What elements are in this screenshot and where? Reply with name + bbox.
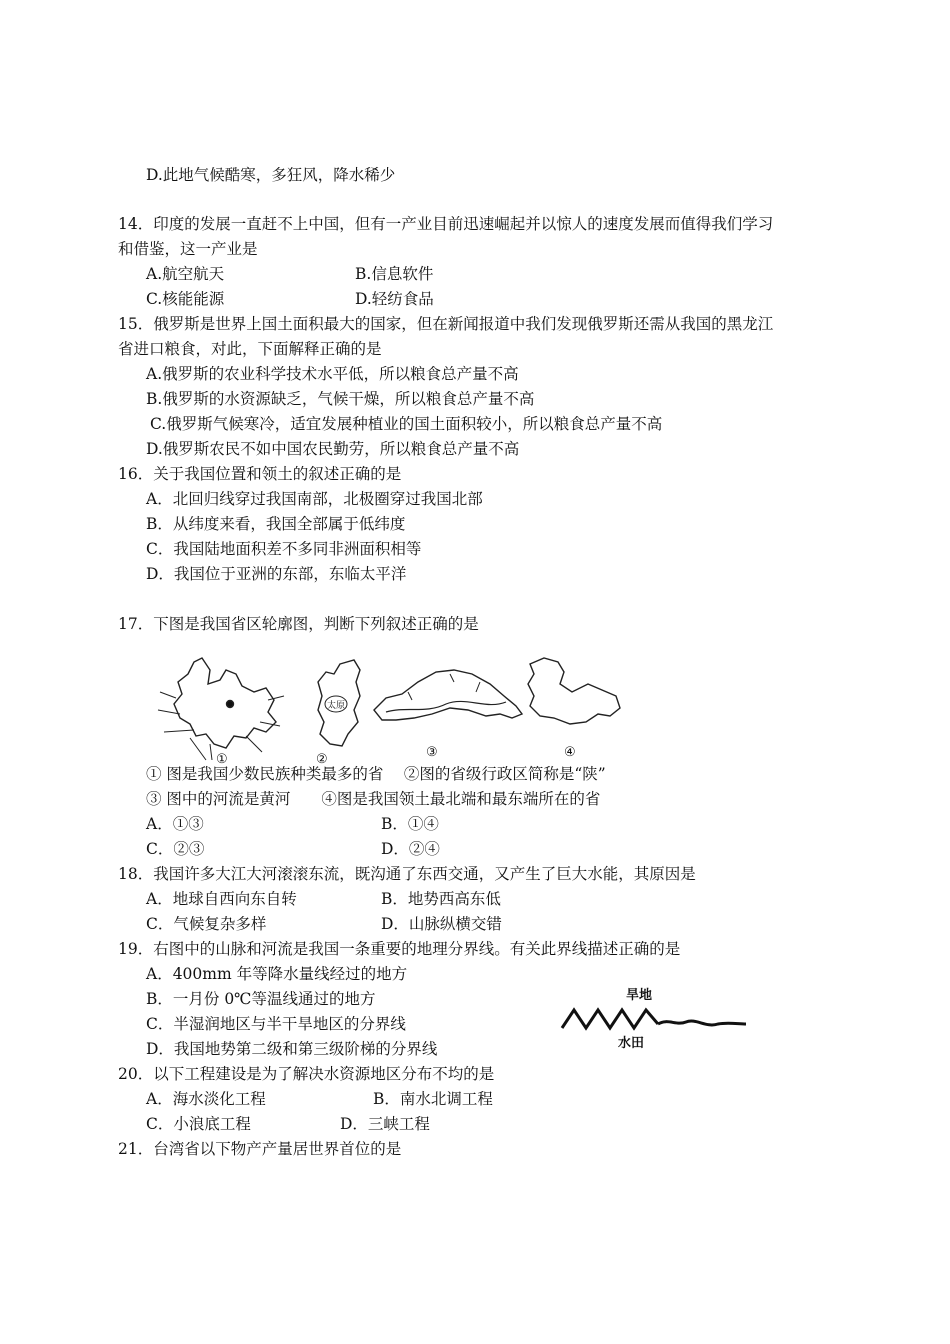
q15-option-a: A.俄罗斯的农业科学技术水平低，所以粮食总产量不高 xyxy=(146,365,519,383)
q15-option-c: C.俄罗斯气候寒冷，适宜发展种植业的国土面积较小，所以粮食总产量不高 xyxy=(150,415,663,433)
q13-option-d: D.此地气候酷寒，多狂风，降水稀少 xyxy=(146,166,396,184)
q19-stem: 19．右图中的山脉和河流是我国一条重要的地理分界线。有关此界线描述正确的是 xyxy=(118,940,681,958)
q20-option-b: B．南水北调工程 xyxy=(373,1090,493,1108)
q20-option-d: D．三峡工程 xyxy=(340,1115,430,1133)
q19-option-d: D．我国地势第二级和第三级阶梯的分界线 xyxy=(146,1040,438,1058)
q19-option-c: C．半湿润地区与半干旱地区的分界线 xyxy=(146,1015,406,1033)
q18-option-c: C．气候复杂多样 xyxy=(146,915,267,933)
map-label-4: ④ xyxy=(564,745,576,760)
q14-option-d: D.轻纺食品 xyxy=(355,290,434,308)
q17-option-c: C．②③ xyxy=(146,840,205,858)
q15-option-d: D.俄罗斯农民不如中国农民勤劳，所以粮食总产量不高 xyxy=(146,440,520,458)
map-label-2: ② xyxy=(316,752,328,767)
province-map-3 xyxy=(374,670,522,720)
map-label-3: ③ xyxy=(426,745,438,760)
q15-stem-line2: 省进口粮食，对此，下面解释正确的是 xyxy=(118,340,382,358)
q17-stem: 17．下图是我国省区轮廓图，判断下列叙述正确的是 xyxy=(118,615,479,633)
province-map-heilongjiang xyxy=(528,658,620,724)
q20-option-c: C．小浪底工程 xyxy=(146,1115,251,1133)
q16-stem: 16．关于我国位置和领土的叙述正确的是 xyxy=(118,465,402,483)
q14-stem-line1: 14．印度的发展一直赶不上中国，但有一产业目前迅速崛起并以惊人的速度发展而值得我们学习 xyxy=(118,215,774,233)
province-map-shanxi xyxy=(318,660,360,746)
q19-option-b: B．一月份 0℃等温线通过的地方 xyxy=(146,990,376,1008)
q14-option-a: A.航空航天 xyxy=(146,265,225,283)
q14-option-c: C.核能能源 xyxy=(146,290,225,308)
fig-label-dryland: 旱地 xyxy=(626,988,653,1003)
q18-option-d: D．山脉纵横交错 xyxy=(381,915,502,933)
province-outline-maps xyxy=(150,652,630,767)
q17-option-d: D．②④ xyxy=(381,840,440,858)
q16-option-c: C．我国陆地面积差不多同非洲面积相等 xyxy=(146,540,422,558)
q20-stem: 20．以下工程建设是为了解决水资源地区分布不均的是 xyxy=(118,1065,495,1083)
q16-option-b: B．从纬度来看，我国全部属于低纬度 xyxy=(146,515,406,533)
city-label-taiyuan: 太原 xyxy=(327,701,346,711)
q19-option-a: A．400mm 年等降水量线经过的地方 xyxy=(146,965,408,983)
q16-option-d: D．我国位于亚洲的东部，东临太平洋 xyxy=(146,565,407,583)
fig-label-paddy: 水田 xyxy=(618,1036,645,1050)
q21-stem: 21．台湾省以下物产产量居世界首位的是 xyxy=(118,1140,402,1158)
q15-option-b: B.俄罗斯的水资源缺乏，气候干燥，所以粮食总产量不高 xyxy=(146,390,535,408)
boundary-line-figure xyxy=(556,984,756,1050)
q15-stem-line1: 15．俄罗斯是世界上国土面积最大的国家，但在新闻报道中我们发现俄罗斯还需从我国的黑龙江 xyxy=(118,315,774,333)
q18-option-a: A．地球自西向东自转 xyxy=(146,890,297,908)
map-label-1: ① xyxy=(216,752,228,767)
q17-statement-2: ③ 图中的河流是黄河 ④图是我国领土最北端和最东端所在的省 xyxy=(146,790,601,808)
q17-statement-1: ① 图是我国少数民族种类最多的省 ②图的省级行政区简称是“陕” xyxy=(146,765,606,783)
q18-stem: 18．我国许多大江大河滚滚东流，既沟通了东西交通，又产生了巨大水能，其原因是 xyxy=(118,865,696,883)
province-map-yunnan xyxy=(158,658,284,760)
q20-option-a: A．海水淡化工程 xyxy=(146,1090,266,1108)
q18-option-b: B．地势西高东低 xyxy=(381,890,501,908)
q14-option-b: B.信息软件 xyxy=(355,265,434,283)
q14-stem-line2: 和借鉴，这一产业是 xyxy=(118,240,258,258)
mountain-range-line xyxy=(562,1010,658,1028)
q17-option-b: B．①④ xyxy=(381,815,439,833)
q17-option-a: A．①③ xyxy=(146,815,204,833)
q16-option-a: A．北回归线穿过我国南部，北极圈穿过我国北部 xyxy=(146,490,483,508)
river-line xyxy=(658,1021,746,1025)
